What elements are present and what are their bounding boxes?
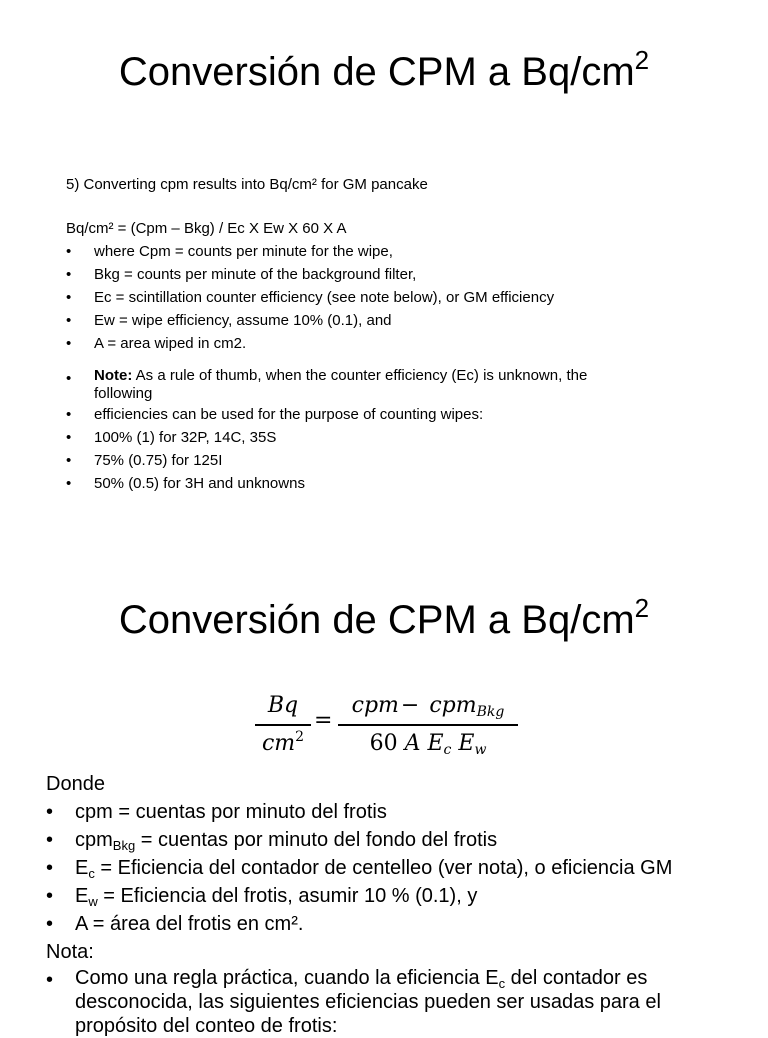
- rhs-c-subscript: c: [443, 742, 452, 758]
- item-subscript: w: [88, 894, 98, 909]
- rhs-denominator: [338, 728, 518, 760]
- lhs-den-text: cm: [261, 731, 296, 756]
- rhs-bkg-subscript: Bkg: [476, 704, 505, 720]
- note-item: [66, 367, 706, 403]
- list-item: • 75% (0.75) for 125I: [66, 449, 706, 472]
- slide-body: [66, 173, 706, 495]
- note-text-cont: following: [94, 385, 153, 402]
- fraction-bar: [338, 724, 518, 726]
- minus-sign: −: [400, 693, 420, 718]
- slide-body: [46, 770, 736, 1038]
- rhs-w-subscript: w: [474, 742, 487, 758]
- lhs-fraction: [255, 690, 311, 760]
- item-text: del contador es: [505, 967, 648, 989]
- item-text: Como una regla práctica, cuando la eficiencia E: [75, 967, 499, 989]
- list-item: [46, 966, 736, 1038]
- rhs-cpm-bkg: cpm: [429, 693, 477, 718]
- item-text: cpm: [75, 829, 113, 851]
- title-text: Conversión de CPM a Bq/cm: [118, 50, 635, 94]
- formula-text: Bq/cm² = (Cpm – Bkg) / Ec X Ew X 60 X A: [66, 220, 347, 237]
- item-text: propósito del conteo de frotis:: [75, 1015, 338, 1037]
- item-text: E: [75, 885, 89, 907]
- title-text: Conversión de CPM a Bq/cm: [118, 598, 635, 642]
- list-item: • cpm = cuentas por minuto del frotis: [46, 798, 736, 826]
- conversion-formula: [250, 690, 520, 770]
- title-superscript: 2: [634, 593, 650, 623]
- list-item: • 100% (1) for 32P, 14C, 35S: [66, 426, 706, 449]
- rhs-60: 60: [369, 731, 405, 756]
- item-subscript: Bkg: [112, 838, 136, 853]
- list-item: • A = área del frotis en cm².: [46, 910, 736, 938]
- rhs-ew: E: [451, 731, 475, 756]
- rhs-numerator: [338, 690, 518, 722]
- lhs-numerator: Bq: [267, 693, 299, 718]
- rhs-a-ec: A E: [404, 731, 444, 756]
- list-item: • A = area wiped in cm2.: [66, 332, 706, 355]
- lhs-denominator: [255, 728, 311, 760]
- list-item: • efficiencies can be used for the purpose of counting wipes:: [66, 403, 706, 426]
- donde-label: Donde: [46, 773, 105, 795]
- list-item: [46, 854, 736, 882]
- note-label: Note:: [94, 367, 133, 384]
- rhs-cpm: cpm: [351, 693, 399, 718]
- list-item: • Bkg = counts per minute of the background filter,: [66, 263, 706, 286]
- fraction-bar: [255, 724, 311, 726]
- lhs-den-exp: 2: [295, 729, 305, 745]
- title-superscript: 2: [634, 45, 650, 75]
- list-item: [46, 882, 736, 910]
- slide-title: [0, 593, 768, 644]
- slide-spanish: [0, 555, 768, 1037]
- item-text: E: [75, 857, 89, 879]
- list-item: • Ec = scintillation counter efficiency (see note below), or GM efficiency: [66, 286, 706, 309]
- list-item: • where Cpm = counts per minute for the wipe,: [66, 240, 706, 263]
- section-heading: 5) Converting cpm results into Bq/cm² for GM pancake: [66, 176, 428, 193]
- nota-label: Nota:: [46, 941, 94, 963]
- item-subscript: c: [88, 866, 95, 881]
- item-text: = cuentas por minuto del fondo del frotis: [135, 829, 498, 851]
- item-text: desconocida, las siguientes eficiencias pueden ser usadas para el: [75, 991, 661, 1013]
- variable-list: [66, 240, 706, 355]
- slide-title: [0, 45, 768, 96]
- rhs-fraction: [338, 690, 518, 760]
- list-item: • Ew = wipe efficiency, assume 10% (0.1), and: [66, 309, 706, 332]
- note-text: As a rule of thumb, when the counter efficiency (Ec) is unknown, the: [132, 367, 588, 384]
- item-text: = Eficiencia del contador de centelleo (ver nota), o eficiencia GM: [94, 857, 673, 879]
- list-item: • 50% (0.5) for 3H and unknowns: [66, 472, 706, 495]
- efficiency-list: [66, 367, 706, 495]
- item-subscript: c: [498, 976, 506, 991]
- equals-sign: =: [314, 708, 333, 733]
- item-text: = Eficiencia del frotis, asumir 10 % (0.1), y: [97, 885, 478, 907]
- note-list: [46, 966, 736, 1038]
- list-item: [46, 826, 736, 854]
- variable-list: [46, 798, 736, 938]
